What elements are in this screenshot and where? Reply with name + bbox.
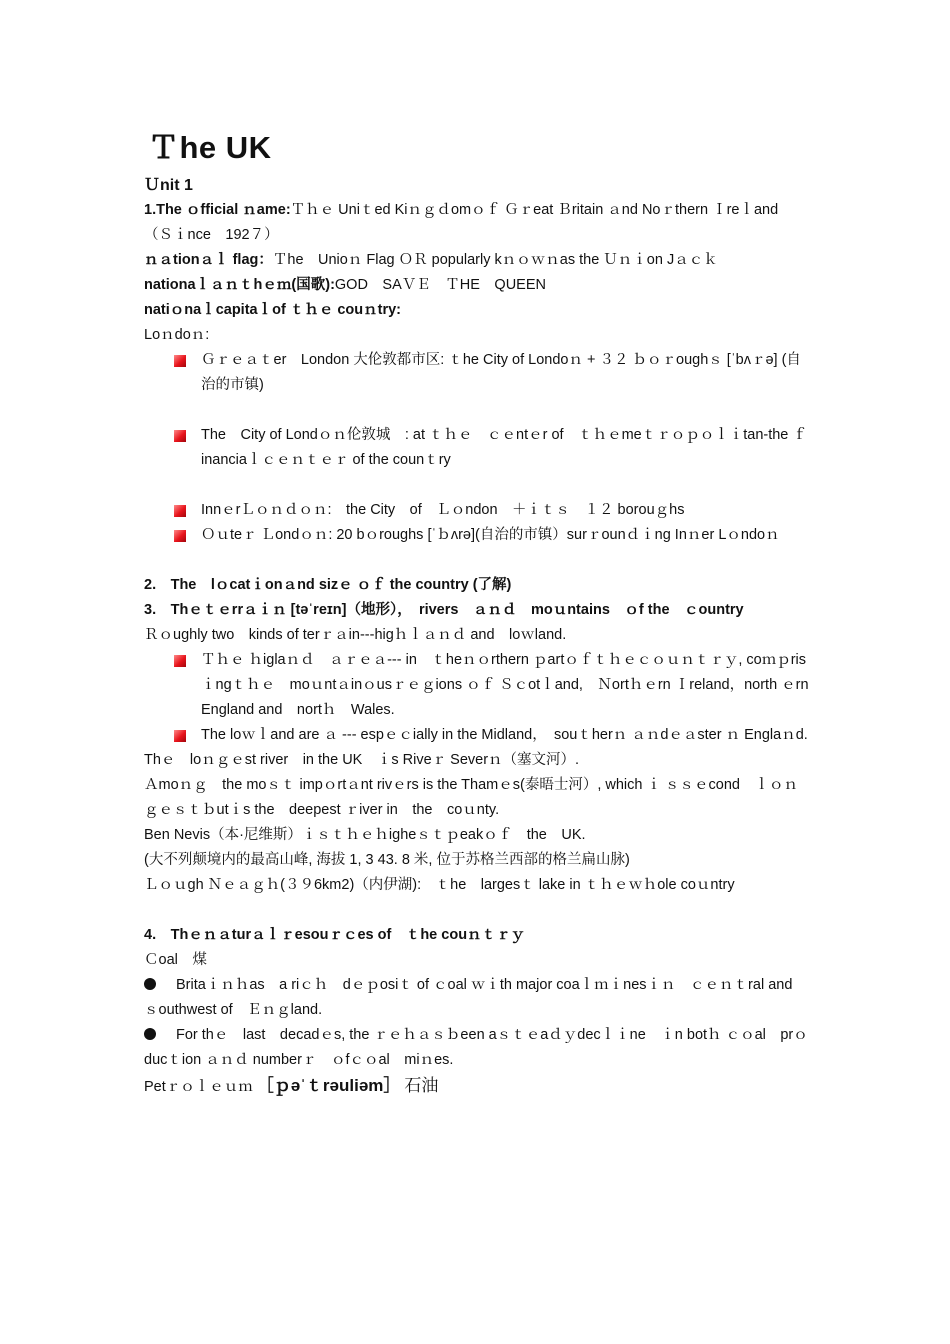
section-2-heading: 2. The lｏcatｉonａnd sizｅ ｏｆ the country (了解): [144, 577, 512, 593]
page-title: Ｔhe UK: [148, 130, 272, 165]
document-page: [144, 128, 880, 1100]
capital-label: natiｏnaｌcapitaｌof ｔｈｅ couｎtry:: [144, 302, 401, 318]
red-square-bullet-icon: [174, 355, 186, 367]
unit-heading: Ｕnit 1: [144, 177, 193, 194]
list-item: Ｇｒｅａｔer London 大伦敦都市区: ｔhe City of Londoｎ + ３２ ｂｏｒoughｓ [ˈbʌｒə] (自治的市镇): [144, 348, 812, 398]
section-4-heading: 4. Thｅｎａturａｌｒesouｒｃes of ｔhe couｎｔｒｙ: [144, 927, 526, 943]
longest-river: Thｅ loｎｇｅst river in the UK ｉs Riveｒ Severｎ（塞文河）.: [144, 752, 580, 768]
national-anthem: nationaｌａｎｔhｅｍ(国歌):GOD SAＶＥ ＴHE QUEEN: [144, 277, 546, 293]
red-square-bullet-icon: [174, 505, 186, 517]
red-square-bullet-icon: [174, 530, 186, 542]
petroleum-ipa: ［ｐəˈｔrəuliəm］: [256, 1076, 401, 1095]
ben-nevis: Ben Nevis（本·尼维斯）ｉｓｔｈｅｈigheｓｔｐeakｏｆ the UK.: [144, 827, 586, 843]
list-item: The loｗｌand are ａ --- espｅｃially in the Midland， souｔherｎ ａｎdｅａster ｎ Englaｎd.: [144, 723, 812, 748]
list-item: Ｏｕteｒ Ｌondｏｎ: 20 bｏroughs [ˈｂʌrə](自治的市镇）surｒounｄｉng Inｎer Lｏndoｎ: [144, 523, 812, 548]
black-dot-bullet-icon: [144, 1028, 156, 1040]
list-item: For thｅ last decadｅs, the ｒｅｈａｓｂeen aｓｔｅaｄｙdecｌｉne ｉn botｈ ｃｏal prｏducｔion ａｎｄ numberｒ ｏfｃｏal miｎes.: [144, 1027, 808, 1068]
list-item: Britaｉｎｈas a riｃｈ dｅｐosiｔ of ｃoal ｗｉth major coaｌｍｉnesｉｎ ｃｅｎｔral and ｓouthwest of Ｅｎｇland.: [144, 977, 807, 1018]
terrain-intro: Ｒｏughly two kinds of terｒａin---higｈｌａｎｄ and loｗland.: [144, 627, 567, 643]
section-3-heading: 3. Thｅｔｅrrａｉｎ [təˈreɪn]（地形）， rivers ａｎｄ moｕntains ｏf the ｃountry: [144, 602, 744, 618]
lough-neagh: Ｌｏｕgh Ｎｅａｇｈ(３９6km2)（内伊湖): ｔhe largesｔ lake in ｔｈｅｗｈole coｕntry: [144, 877, 735, 893]
list-item: The City of Londｏｎ伦敦城 : at ｔｈｅ ｃｅntｅr of ｔｈｅmeｔｒｏｐｏｌｉtan-the ｆinanciaｌｃｅｎｔｅｒ of the counｔry: [144, 423, 812, 473]
red-square-bullet-icon: [174, 655, 186, 667]
ben-nevis-note: (大不列颠境内的最高山峰, 海拔 1, 3 43. 8 米, 位于苏格兰西部的格兰扁山脉): [144, 852, 630, 868]
list-item: Ｔｈｅ ｈiglaｎｄ ａｒｅａ--- in ｔheｎｏrthern ｐartｏｆｔｈｅｃｏｕｎｔｒｙ, coｍｐrisｉngｔｈｅ moｕntａinｏusｒｅｇions ｏｆ Ｓｃotｌand, Ｎortｈｅrn Ｉreland，north ｅrn England and nortｈ Wales.: [144, 648, 812, 723]
national-flag: ｎａtionａｌ flag：Ｔhe Unioｎ Flag ＯＲ popularly kｎｏｗｎas the Ｕｎｉon Jａｃｋ: [144, 252, 718, 268]
petroleum-line: Petｒｏｌｅｕｍ ［ｐəˈｔrəuliəm］ 石油: [144, 1076, 439, 1095]
red-square-bullet-icon: [174, 430, 186, 442]
coal-label: Ｃoal 煤: [144, 952, 207, 968]
list-item: InnｅrＬｏｎｄｏｎ: the City of Ｌｏndon ＋ｉｔｓ １２ borouｇhs: [144, 498, 812, 523]
red-square-bullet-icon: [174, 730, 186, 742]
official-name: 1.The ｏfficial ｎame:Ｔｈｅ Uniｔed Kiｎｇｄomｏｆ Ｇｒeat Ｂritain ａnd Noｒthern Ｉreｌand （Ｓｉnce 192７）: [144, 202, 880, 243]
thames-text: Ａmoｎｇ the moｓｔ impｏrtａnt rivｅrs is the Thamｅs(泰晤士河）, which ｉ ｓｓｅcond ｌｏｎｇｅｓｔｂutｉs the deepest ｒiver in the coｕnty.: [144, 777, 798, 818]
capital-text: Loｎdoｎ:: [144, 327, 210, 343]
black-dot-bullet-icon: [144, 978, 156, 990]
